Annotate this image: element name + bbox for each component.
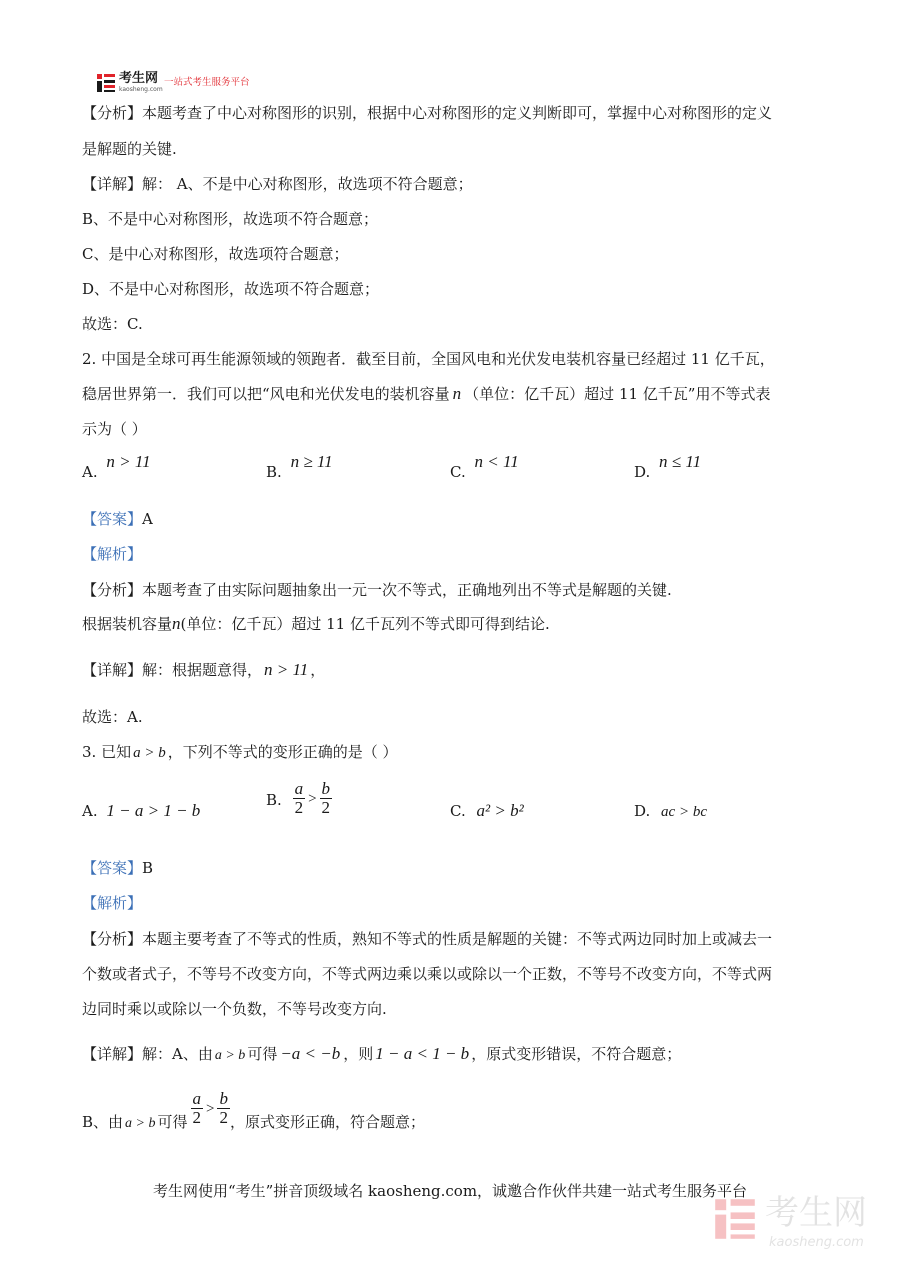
detail-expr: −a < −b [280,1044,341,1063]
logo-domain: kaosheng.com [119,86,163,93]
frac-num: a [294,779,304,798]
kaosheng-watermark-icon [713,1197,757,1241]
detail-expr: 1 − a < 1 − b [375,1044,470,1063]
q3-answer [82,858,153,878]
logo-slogan: 一站式考生服务平台 [164,77,250,88]
detail-end: ， [310,661,326,679]
option-label: A. [82,802,98,820]
analysis-text: 本题主要考查了不等式的性质，熟知不等式的性质是解题的关键：不等式两边同时加上或减去一 [142,930,773,948]
frac-num: a [192,1089,201,1108]
watermark-logo [713,1193,878,1255]
option-label: C. [450,802,466,820]
q2-option-c [450,452,519,482]
q2-stem-line3: 示为（ ） [82,420,147,438]
option-expr: 1 − a > 1 − b [106,801,201,820]
frac-den: 2 [321,798,331,817]
q3-jiexi-tag: 【解析】 [82,894,143,912]
option-label: A. [82,463,98,481]
detail-text: ，则 [343,1045,374,1063]
q2-stem-line2 [82,384,770,404]
detail-expr: a > b [125,1115,156,1131]
option-expr: a² > b² [476,801,524,820]
option-expr: n < 11 [474,452,519,471]
frac-den: 2 [219,1108,228,1127]
q3-option-a [82,801,200,821]
q2-choose: 故选：A. [82,708,143,726]
q2-var-n: n [172,614,181,633]
q3-analysis-line1 [82,929,772,949]
q1-detail-d: D、不是中心对称图形，故选项不符合题意； [82,280,380,298]
q2-answer [82,509,153,529]
option-expr: n > 11 [106,452,151,471]
option-label: B. [266,790,282,809]
analysis-tag: 【分析】 [82,581,143,599]
frac-den: 2 [192,1108,201,1127]
option-label: D. [634,463,651,481]
detail-tag: 【详解】 [82,1045,143,1063]
header-logo [96,72,286,94]
q1-detail-c: C、是中心对称图形，故选项符合题意； [82,245,349,263]
option-label: B. [266,463,282,481]
q3-option-b [266,780,332,824]
answer-value: B [142,859,154,877]
q3-stem-text-b: ，下列不等式的变形正确的是（ ） [167,743,398,761]
frac-den: 2 [294,798,304,817]
q2-detail [82,660,325,680]
q1-detail-a [82,174,473,194]
q3-stem [82,742,398,763]
answer-value: A [142,510,153,528]
gt-sign: > [308,790,317,807]
detail-tag: 【详解】 [82,661,143,679]
detail-text: 解： A、不是中心对称图形，故选项不符合题意； [142,175,473,193]
option-label: C. [450,463,466,481]
q2-var-n: n [452,384,462,403]
frac-num: b [321,779,331,798]
gt-sign: > [206,1100,215,1117]
q3-detail-a [82,1044,681,1066]
q2-stem-text-b: （单位：亿千瓦）超过 11 亿千瓦”用不等式表 [464,385,771,403]
q2-stem-line1: 2. 中国是全球可再生能源领域的领跑者．截至目前，全国风电和光伏发电装机容量已经超过 11 亿千瓦， [82,350,775,368]
logo-name: 考生网 [119,71,159,86]
detail-expr: n > 11 [264,660,309,679]
analysis-tag: 【分析】 [82,104,143,122]
watermark-domain: kaosheng.com [769,1235,864,1250]
option-label: D. [634,802,651,820]
analysis2-text-a: 根据装机容量 [82,615,173,633]
analysis-tag: 【分析】 [82,930,143,948]
q3-detail-b [82,1090,425,1136]
q2-stem-text-a: 稳居世界第一．我们可以把“风电和光伏发电的装机容量 [82,385,450,403]
detail-expr: a > b [214,1048,246,1063]
detail-text: 解：根据题意得， [142,661,263,679]
q2-option-a [82,452,151,482]
q3-option-c [450,801,524,821]
option-expr: n ≤ 11 [659,452,702,471]
q3-stem-expr: a > b [133,745,166,761]
q3-stem-text-a: 3. 已知 [82,743,132,761]
watermark-name: 考生网 [765,1193,867,1233]
detail-text: ，原式变形正确，符合题意； [229,1112,425,1131]
q3-analysis-line3: 边同时乘以或除以一个负数，不等号改变方向. [82,1000,387,1018]
fraction-b-over-2 [320,780,333,817]
q3-option-d [634,801,707,822]
analysis-text: 本题考查了由实际问题抽象出一元一次不等式，正确地列出不等式是解题的关键. [142,581,672,599]
answer-tag: 【答案】 [82,859,143,877]
option-expr: n ≥ 11 [290,452,333,471]
answer-tag: 【答案】 [82,510,143,528]
q3-analysis-line2: 个数或者式子，不等号不改变方向，不等式两边乘以乘以或除以一个正数，不等号不改变方向，不等式两 [82,965,773,983]
kaosheng-logo-icon [96,73,116,93]
detail-tag: 【详解】 [82,175,143,193]
q2-analysis [82,580,672,600]
option-expr: ac > bc [661,804,707,820]
q2-option-d [634,452,702,482]
detail-text: B、由 [82,1112,124,1131]
detail-text: 可得 [157,1112,188,1131]
q1-choose: 故选：C. [82,315,143,333]
q1-analysis-line2: 是解题的关键. [82,140,177,158]
analysis-text: 本题考查了中心对称图形的识别，根据中心对称图形的定义判断即可，掌握中心对称图形的定义 [142,104,773,122]
fraction-b-over-2 [217,1090,230,1127]
analysis2-text-b: (单位：亿千瓦）超过 11 亿千瓦列不等式即可得到结论. [180,615,550,633]
q2-option-b [266,452,333,482]
detail-text: ，原式变形错误，不符合题意； [471,1045,682,1063]
detail-text: 解：A、由 [142,1045,213,1063]
detail-text: 可得 [247,1045,278,1063]
footer-text: 考生网使用“考生”拼音顶级域名 kaosheng.com，诚邀合作伙伴共建一站式考生服务平台 [152,1182,748,1200]
q1-detail-b: B、不是中心对称图形，故选项不符合题意； [82,210,379,228]
q2-jiexi-tag: 【解析】 [82,545,143,563]
frac-num: b [219,1089,228,1108]
q2-analysis-2 [82,614,550,634]
fraction-a-over-2 [191,1090,204,1127]
fraction-a-over-2 [293,780,306,817]
q1-analysis-line1 [82,103,772,123]
